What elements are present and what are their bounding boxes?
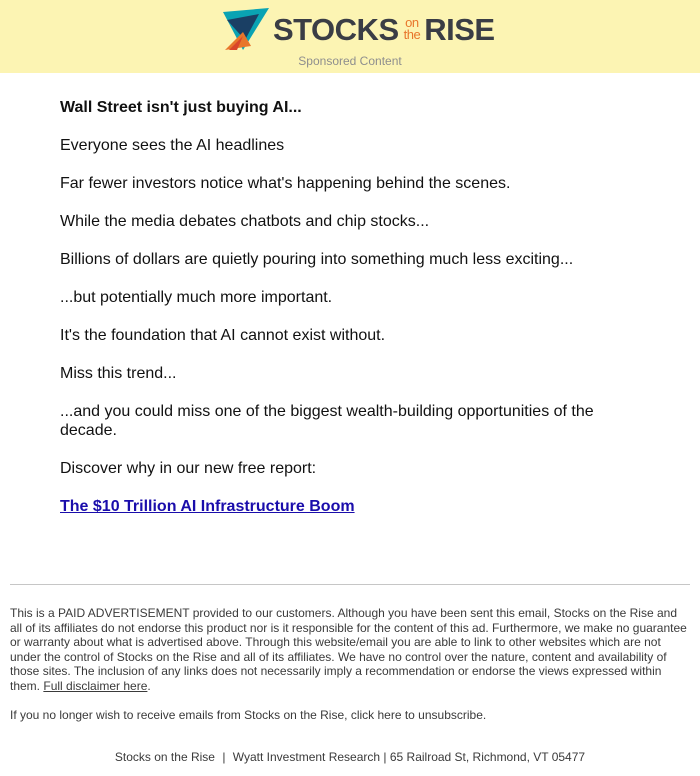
body-paragraph: Everyone sees the AI headlines [60,137,285,154]
footer-brand: Stocks on the Rise [114,750,215,764]
logo-wordmark [273,11,495,47]
footer-separator: | [222,750,226,764]
divider [10,584,690,585]
footer-address: Wyatt Investment Research | 65 Railroad St, Richmond, VT 05477 [232,750,586,764]
body-paragraph: ...and you could miss one of the biggest wealth-building opportunities of the decade. [60,403,594,439]
logo-word-stocks: STOCKS [273,11,399,47]
logo-small-text [404,17,421,41]
report-link[interactable]: The $10 Trillion AI Infrastructure Boom [60,498,355,515]
body-paragraph: Far fewer investors notice what's happening behind the scenes. [60,175,511,192]
sponsored-label: Sponsored Content [298,54,402,68]
logo-word-rise: RISE [424,11,495,47]
rising-triangle-logo-icon [221,6,271,52]
body-paragraph: Miss this trend... [60,365,177,382]
body-paragraph: While the media debates chatbots and chip stocks... [60,213,430,230]
disclaimer-text: This is a PAID ADVERTISEMENT provided to our customers. Although you have been sent this email, Stocks on the Rise and all of its affiliates do not endorse this product nor is it responsible for the content of this ad. Furthermore, we make no guarantee or warranty about what is advertised above. Through this website/email you are able to link to other websites which are not under the control of Stocks on the Rise and all of its affiliates. We have no control over the nature, content and availability of those sites. The inclusion of any links does not necessarily imply a recommendation or endorse the views expressed within them. [10,606,687,693]
headline: Wall Street isn't just buying AI... [60,99,302,116]
brand-logo[interactable] [221,6,495,52]
body-paragraph: It's the foundation that AI cannot exist without. [60,327,386,344]
email-body [60,98,620,535]
cta-paragraph [60,497,620,516]
logo-small-the: the [403,27,421,42]
body-paragraph: ...but potentially much more important. [60,289,333,306]
full-disclaimer-link[interactable]: Full disclaimer here [43,678,148,693]
disclaimer-period: . [147,678,151,693]
email-footer [0,750,700,764]
body-paragraph: Billions of dollars are quietly pouring into something much less exciting... [60,251,574,268]
body-paragraph: Discover why in our new free report: [60,460,317,477]
disclaimer [10,606,690,694]
unsubscribe-text[interactable]: If you no longer wish to receive emails from Stocks on the Rise, click here to unsubscribe. [10,708,487,722]
email-header [0,0,700,73]
logo-small-on: on [405,15,419,30]
